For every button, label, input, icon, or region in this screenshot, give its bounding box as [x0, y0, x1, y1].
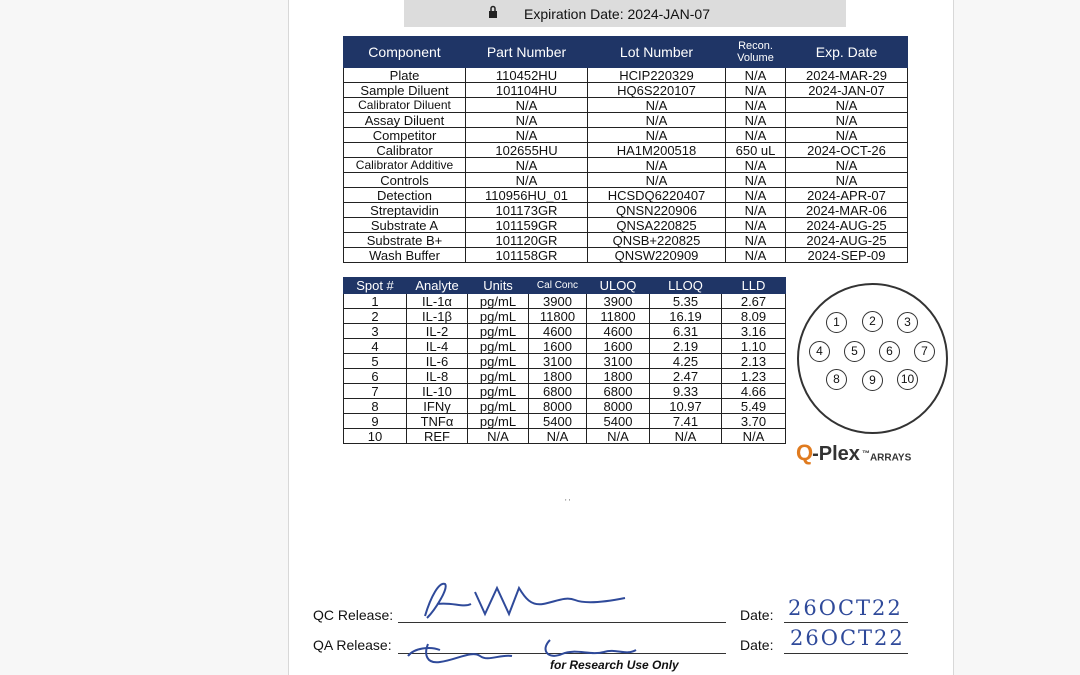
analyte-cell: IL-10 — [407, 384, 468, 399]
padlock-icon — [488, 5, 500, 22]
component-cell: N/A — [786, 98, 908, 113]
well-spot: 3 — [897, 312, 918, 333]
analyte-cell: 1600 — [587, 339, 650, 354]
component-cell: Competitor — [344, 128, 466, 143]
header-uloq: ULOQ — [587, 278, 650, 294]
analyte-row — [344, 414, 786, 429]
component-row — [344, 218, 908, 233]
analyte-cell: 5.49 — [722, 399, 786, 414]
analyte-cell: 6800 — [587, 384, 650, 399]
component-cell: QNSN220906 — [588, 203, 726, 218]
analyte-cell: 7.41 — [650, 414, 722, 429]
analyte-cell: 8000 — [587, 399, 650, 414]
analyte-row — [344, 369, 786, 384]
component-cell: QNSA220825 — [588, 218, 726, 233]
qa-date: 26OCT22 — [790, 626, 905, 650]
component-cell: 101159GR — [466, 218, 588, 233]
scan-specks: ' ' — [565, 498, 571, 507]
analyte-cell: 5400 — [529, 414, 587, 429]
well-spot: 2 — [862, 311, 883, 332]
analyte-cell: N/A — [722, 429, 786, 444]
component-cell: 650 uL — [726, 143, 786, 158]
analyte-cell: 1600 — [529, 339, 587, 354]
analyte-cell: IFNγ — [407, 399, 468, 414]
component-row — [344, 68, 908, 83]
component-cell: HQ6S220107 — [588, 83, 726, 98]
analyte-cell: 3100 — [587, 354, 650, 369]
component-cell: N/A — [466, 128, 588, 143]
header-component: Component — [344, 37, 466, 68]
header-analyte: Analyte — [407, 278, 468, 294]
analyte-cell: 5.35 — [650, 294, 722, 309]
analyte-cell: TNFα — [407, 414, 468, 429]
component-cell: Streptavidin — [344, 203, 466, 218]
analyte-cell: 3.70 — [722, 414, 786, 429]
component-cell: QNSW220909 — [588, 248, 726, 263]
component-cell: N/A — [588, 128, 726, 143]
component-cell: N/A — [726, 158, 786, 173]
component-row — [344, 128, 908, 143]
analyte-cell: pg/mL — [468, 399, 529, 414]
component-cell: Wash Buffer — [344, 248, 466, 263]
analyte-cell: IL-1α — [407, 294, 468, 309]
analyte-cell: 2.67 — [722, 294, 786, 309]
analyte-cell: 2.19 — [650, 339, 722, 354]
analyte-cell: pg/mL — [468, 369, 529, 384]
well-spot-diagram — [797, 283, 948, 434]
analyte-cell: 2.47 — [650, 369, 722, 384]
analyte-cell: N/A — [650, 429, 722, 444]
analyte-cell: 6 — [344, 369, 407, 384]
qc-date: 26OCT22 — [788, 596, 903, 620]
component-table — [343, 36, 908, 263]
component-cell: N/A — [786, 158, 908, 173]
footer-disclaimer: for Research Use Only — [550, 658, 679, 672]
component-cell: N/A — [786, 113, 908, 128]
analyte-cell: pg/mL — [468, 309, 529, 324]
component-cell: N/A — [466, 98, 588, 113]
analyte-row — [344, 309, 786, 324]
component-cell: Sample Diluent — [344, 83, 466, 98]
well-spot: 6 — [879, 341, 900, 362]
analyte-cell: 4600 — [587, 324, 650, 339]
analyte-cell: 3 — [344, 324, 407, 339]
analyte-cell: 2 — [344, 309, 407, 324]
analyte-cell: pg/mL — [468, 294, 529, 309]
analyte-cell: 4600 — [529, 324, 587, 339]
component-cell: N/A — [726, 248, 786, 263]
component-row — [344, 143, 908, 158]
analyte-row — [344, 384, 786, 399]
header-part-number: Part Number — [466, 37, 588, 68]
component-cell: Controls — [344, 173, 466, 188]
analyte-table — [343, 277, 786, 444]
analyte-cell: REF — [407, 429, 468, 444]
component-row — [344, 173, 908, 188]
qa-date-label: Date: — [740, 637, 774, 653]
component-cell: N/A — [588, 113, 726, 128]
expiration-banner — [404, 0, 846, 27]
component-row — [344, 98, 908, 113]
component-row — [344, 113, 908, 128]
qc-signature — [405, 574, 645, 624]
component-row — [344, 233, 908, 248]
component-cell: 102655HU — [466, 143, 588, 158]
well-spot: 10 — [897, 369, 918, 390]
component-cell: Calibrator Diluent — [344, 98, 466, 113]
component-cell: 2024-OCT-26 — [786, 143, 908, 158]
component-cell: N/A — [726, 173, 786, 188]
analyte-cell: pg/mL — [468, 339, 529, 354]
component-cell: 101104HU — [466, 83, 588, 98]
analyte-cell: 3.16 — [722, 324, 786, 339]
component-cell: N/A — [726, 83, 786, 98]
component-cell: N/A — [726, 68, 786, 83]
component-cell: HA1M200518 — [588, 143, 726, 158]
analyte-cell: IL-4 — [407, 339, 468, 354]
component-cell: N/A — [726, 128, 786, 143]
analyte-cell: 6.31 — [650, 324, 722, 339]
component-row — [344, 203, 908, 218]
analyte-row — [344, 294, 786, 309]
component-cell: 110956HU_01 — [466, 188, 588, 203]
component-cell: Detection — [344, 188, 466, 203]
component-cell: 2024-AUG-25 — [786, 218, 908, 233]
header-lld: LLD — [722, 278, 786, 294]
component-cell: N/A — [466, 173, 588, 188]
component-cell: Calibrator Additive — [344, 158, 466, 173]
component-cell: N/A — [588, 98, 726, 113]
analyte-cell: 2.13 — [722, 354, 786, 369]
analyte-cell: 3100 — [529, 354, 587, 369]
component-cell: N/A — [588, 173, 726, 188]
component-cell: Calibrator — [344, 143, 466, 158]
analyte-cell: 9 — [344, 414, 407, 429]
component-cell: 101158GR — [466, 248, 588, 263]
analyte-cell: 1800 — [529, 369, 587, 384]
analyte-cell: 9.33 — [650, 384, 722, 399]
component-row — [344, 83, 908, 98]
component-cell: 2024-SEP-09 — [786, 248, 908, 263]
analyte-cell: pg/mL — [468, 324, 529, 339]
header-lot-number: Lot Number — [588, 37, 726, 68]
header-cal-conc: Cal Conc — [529, 278, 587, 294]
component-cell: N/A — [786, 173, 908, 188]
component-cell: 2024-MAR-29 — [786, 68, 908, 83]
component-row — [344, 248, 908, 263]
well-spot: 7 — [914, 341, 935, 362]
component-cell: N/A — [466, 113, 588, 128]
analyte-cell: 11800 — [529, 309, 587, 324]
analyte-cell: pg/mL — [468, 354, 529, 369]
analyte-cell: 6800 — [529, 384, 587, 399]
qplex-logo: Q -Plex ™ARRAYS — [796, 440, 912, 465]
analyte-cell: 4.25 — [650, 354, 722, 369]
expiration-date: Expiration Date: 2024-JAN-07 — [524, 5, 710, 22]
header-spot: Spot # — [344, 278, 407, 294]
component-cell: QNSB+220825 — [588, 233, 726, 248]
analyte-cell: 11800 — [587, 309, 650, 324]
component-cell: 101120GR — [466, 233, 588, 248]
header-lloq: LLOQ — [650, 278, 722, 294]
component-row — [344, 188, 908, 203]
analyte-row — [344, 324, 786, 339]
analyte-cell: IL-6 — [407, 354, 468, 369]
well-spot: 8 — [826, 369, 847, 390]
analyte-cell: pg/mL — [468, 384, 529, 399]
qc-date-label: Date: — [740, 607, 774, 623]
component-cell: N/A — [726, 188, 786, 203]
component-cell: N/A — [726, 203, 786, 218]
component-cell: N/A — [726, 113, 786, 128]
well-spot: 4 — [809, 341, 830, 362]
component-cell: 101173GR — [466, 203, 588, 218]
analyte-cell: 1800 — [587, 369, 650, 384]
header-exp-date: Exp. Date — [786, 37, 908, 68]
component-cell: 2024-AUG-25 — [786, 233, 908, 248]
analyte-cell: 1.23 — [722, 369, 786, 384]
analyte-cell: 5400 — [587, 414, 650, 429]
component-cell: N/A — [726, 233, 786, 248]
analyte-cell: 4.66 — [722, 384, 786, 399]
well-spot: 9 — [862, 370, 883, 391]
component-cell: N/A — [726, 98, 786, 113]
analyte-cell: 16.19 — [650, 309, 722, 324]
component-cell: HCIP220329 — [588, 68, 726, 83]
analyte-cell: 8.09 — [722, 309, 786, 324]
component-cell: Plate — [344, 68, 466, 83]
analyte-cell: 8 — [344, 399, 407, 414]
analyte-cell: 3900 — [529, 294, 587, 309]
component-cell: 2024-JAN-07 — [786, 83, 908, 98]
header-units: Units — [468, 278, 529, 294]
analyte-row — [344, 354, 786, 369]
analyte-cell: IL-8 — [407, 369, 468, 384]
analyte-cell: 4 — [344, 339, 407, 354]
component-cell: N/A — [786, 128, 908, 143]
analyte-row — [344, 429, 786, 444]
component-cell: Substrate B+ — [344, 233, 466, 248]
analyte-cell: 1 — [344, 294, 407, 309]
component-cell: 2024-MAR-06 — [786, 203, 908, 218]
component-cell: 110452HU — [466, 68, 588, 83]
header-recon-volume: Recon. Volume — [726, 37, 786, 68]
component-row — [344, 158, 908, 173]
analyte-cell: IL-1β — [407, 309, 468, 324]
analyte-cell: 1.10 — [722, 339, 786, 354]
analyte-cell: 5 — [344, 354, 407, 369]
analyte-cell: N/A — [468, 429, 529, 444]
analyte-cell: N/A — [529, 429, 587, 444]
analyte-row — [344, 339, 786, 354]
analyte-cell: N/A — [587, 429, 650, 444]
analyte-cell: 8000 — [529, 399, 587, 414]
well-spot: 5 — [844, 341, 865, 362]
component-cell: N/A — [466, 158, 588, 173]
analyte-cell: 3900 — [587, 294, 650, 309]
component-cell: N/A — [588, 158, 726, 173]
analyte-row — [344, 399, 786, 414]
analyte-cell: 10 — [344, 429, 407, 444]
qc-release-label: QC Release: — [313, 607, 394, 623]
analyte-cell: 10.97 — [650, 399, 722, 414]
component-cell: 2024-APR-07 — [786, 188, 908, 203]
qa-release-label: QA Release: — [313, 637, 392, 653]
component-cell: Substrate A — [344, 218, 466, 233]
component-cell: Assay Diluent — [344, 113, 466, 128]
component-cell: HCSDQ6220407 — [588, 188, 726, 203]
analyte-cell: IL-2 — [407, 324, 468, 339]
component-cell: N/A — [726, 218, 786, 233]
well-spot: 1 — [826, 312, 847, 333]
analyte-cell: pg/mL — [468, 414, 529, 429]
analyte-cell: 7 — [344, 384, 407, 399]
